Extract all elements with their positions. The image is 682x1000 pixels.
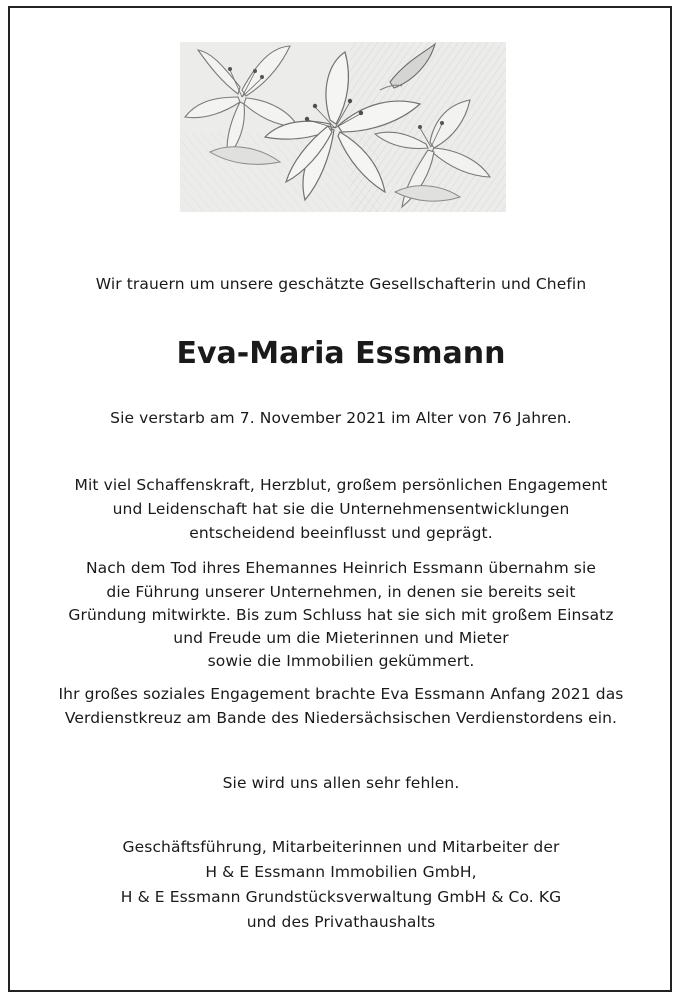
deceased-name: Eva-Maria Essmann bbox=[176, 336, 506, 371]
closing-text: Sie wird uns allen sehr fehlen. bbox=[222, 774, 460, 792]
paragraph-2-line-2: die Führung unserer Unternehmen, in denen sie bereits seit bbox=[106, 583, 576, 601]
paragraph-1-line-1: Mit viel Schaffenskraft, Herzblut, großem persönlichen Engagement bbox=[74, 476, 608, 494]
paragraph-3-line-1: Ihr großes soziales Engagement brachte Eva Essmann Anfang 2021 das bbox=[58, 685, 624, 703]
signature-line-4: und des Privathaushalts bbox=[246, 913, 436, 931]
paragraph-1-line-3: entscheidend beeinflusst und geprägt. bbox=[189, 524, 493, 542]
paragraph-2-line-3: Gründung mitwirkte. Bis zum Schluss hat sie sich mit großem Einsatz bbox=[68, 606, 614, 624]
signature-line-3: H & E Essmann Grundstücksverwaltung GmbH & Co. KG bbox=[120, 888, 562, 906]
signature-line-1: Geschäftsführung, Mitarbeiterinnen und Mitarbeiter der bbox=[122, 838, 560, 856]
paragraph-2-line-4: und Freude um die Mieterinnen und Mieter bbox=[173, 629, 509, 647]
paragraph-1-line-2: und Leidenschaft hat sie die Unternehmensentwicklungen bbox=[112, 500, 570, 518]
death-date-text: Sie verstarb am 7. November 2021 im Alter von 76 Jahren. bbox=[110, 409, 572, 427]
paragraph-2-line-1: Nach dem Tod ihres Ehemannes Heinrich Essmann übernahm sie bbox=[85, 559, 597, 577]
signature-line-2: H & E Essmann Immobilien GmbH, bbox=[205, 863, 477, 881]
intro-text: Wir trauern um unsere geschätzte Gesellschafterin und Chefin bbox=[95, 275, 587, 293]
lily-drawing-icon bbox=[180, 42, 506, 212]
paragraph-2-line-5: sowie die Immobilien gekümmert. bbox=[207, 652, 475, 670]
paragraph-3-line-2: Verdienstkreuz am Bande des Niedersächsischen Verdienstordens ein. bbox=[64, 709, 618, 727]
